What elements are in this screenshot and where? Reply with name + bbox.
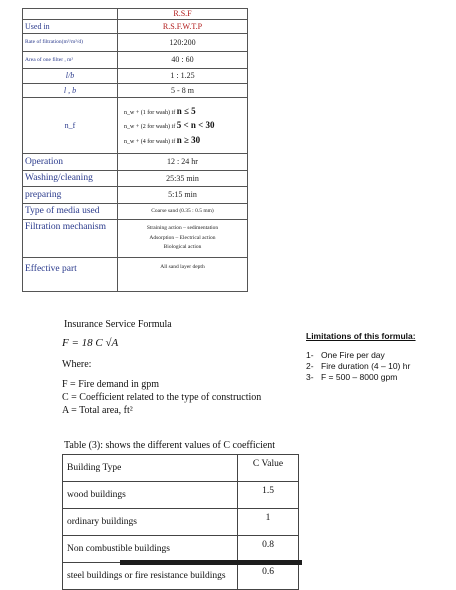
mechanism-values	[118, 220, 248, 258]
nf-line-2: n_w + (2 for wash) if 5 < n < 30	[124, 120, 215, 131]
lb-dimension-value: 5 - 8 m	[118, 84, 248, 98]
limitation-item: 2- Fire duration (4 – 10) hr	[306, 361, 411, 371]
operation-label: Operation	[23, 154, 118, 171]
c-table-caption: Table (3): shows the different values of C coefficient	[64, 440, 276, 451]
table-row: Non combustible buildings 0.8	[63, 536, 299, 563]
used-in-label: Used in	[23, 20, 118, 34]
nf-label: n_f	[23, 98, 118, 154]
washing-label: Washing/cleaning	[23, 171, 118, 187]
rsf-table	[22, 8, 248, 292]
lb-dimension-label: l , b	[23, 84, 118, 98]
mechanism-line-2: Adsorption – Electrical action	[149, 234, 216, 241]
rate-value: 120:200	[118, 34, 248, 52]
def-a: A = Total area, ft²	[62, 405, 133, 416]
rsf-header-empty	[23, 9, 118, 20]
rate-label: Rate of filtration(m³/m²/d)	[23, 34, 118, 52]
washing-value: 25:35 min	[118, 171, 248, 187]
media-label: Type of media used	[23, 204, 118, 220]
preparing-value: 5:15 min	[118, 187, 248, 204]
operation-value: 12 : 24 hr	[118, 154, 248, 171]
area-value: 40 : 60	[118, 52, 248, 69]
media-value: Coarse sand (0.35 : 0.5 mm)	[118, 204, 248, 220]
formula-expression: F = 18 C √A	[62, 337, 119, 349]
effective-value: All sand layer depth	[118, 258, 248, 292]
def-c: C = Coefficient related to the type of construction	[62, 392, 262, 403]
def-f: F = Fire demand in gpm	[62, 379, 160, 390]
nf-line-1: n_w + (1 for wash) if n ≤ 5	[124, 105, 196, 116]
c-coefficient-table	[62, 454, 299, 590]
mechanism-line-3: Biological action	[163, 244, 202, 251]
c-table-header-type: Building Type	[63, 455, 238, 482]
effective-label: Effective part	[23, 258, 118, 292]
mechanism-label: Filtration mechanism	[23, 220, 118, 258]
preparing-label: preparing	[23, 187, 118, 204]
nf-conditions	[118, 98, 248, 154]
formula-title: Insurance Service Formula	[64, 319, 172, 330]
limitation-item: 1- One Fire per day	[306, 350, 385, 360]
mechanism-line-1: Straining action – sedimentation	[146, 225, 219, 232]
table-row: ordinary buildings 1	[63, 509, 299, 536]
rsf-header-sub: R.S.F.W.T.P	[118, 20, 248, 34]
table-row: steel buildings or fire resistance buildings 0.6	[63, 563, 299, 590]
nf-line-3: n_w + (4 for wash) if n ≥ 30	[124, 134, 201, 145]
formula-where: Where:	[62, 359, 92, 370]
bottom-scroll-bar[interactable]	[120, 560, 302, 565]
limitation-item: 3- F = 500 – 8000 gpm	[306, 372, 398, 382]
limitations-title: Limitations of this formula:	[306, 331, 416, 341]
rsf-header-top: R.S.F	[118, 9, 248, 20]
limitations-box	[306, 331, 446, 383]
lb-ratio-value: 1 : 1.25	[118, 69, 248, 84]
table-row: wood buildings 1.5	[63, 482, 299, 509]
lb-ratio-label: l/b	[23, 69, 118, 84]
area-label: Area of one filter , m²	[23, 52, 118, 69]
c-table-header-value: C Value	[238, 455, 299, 482]
